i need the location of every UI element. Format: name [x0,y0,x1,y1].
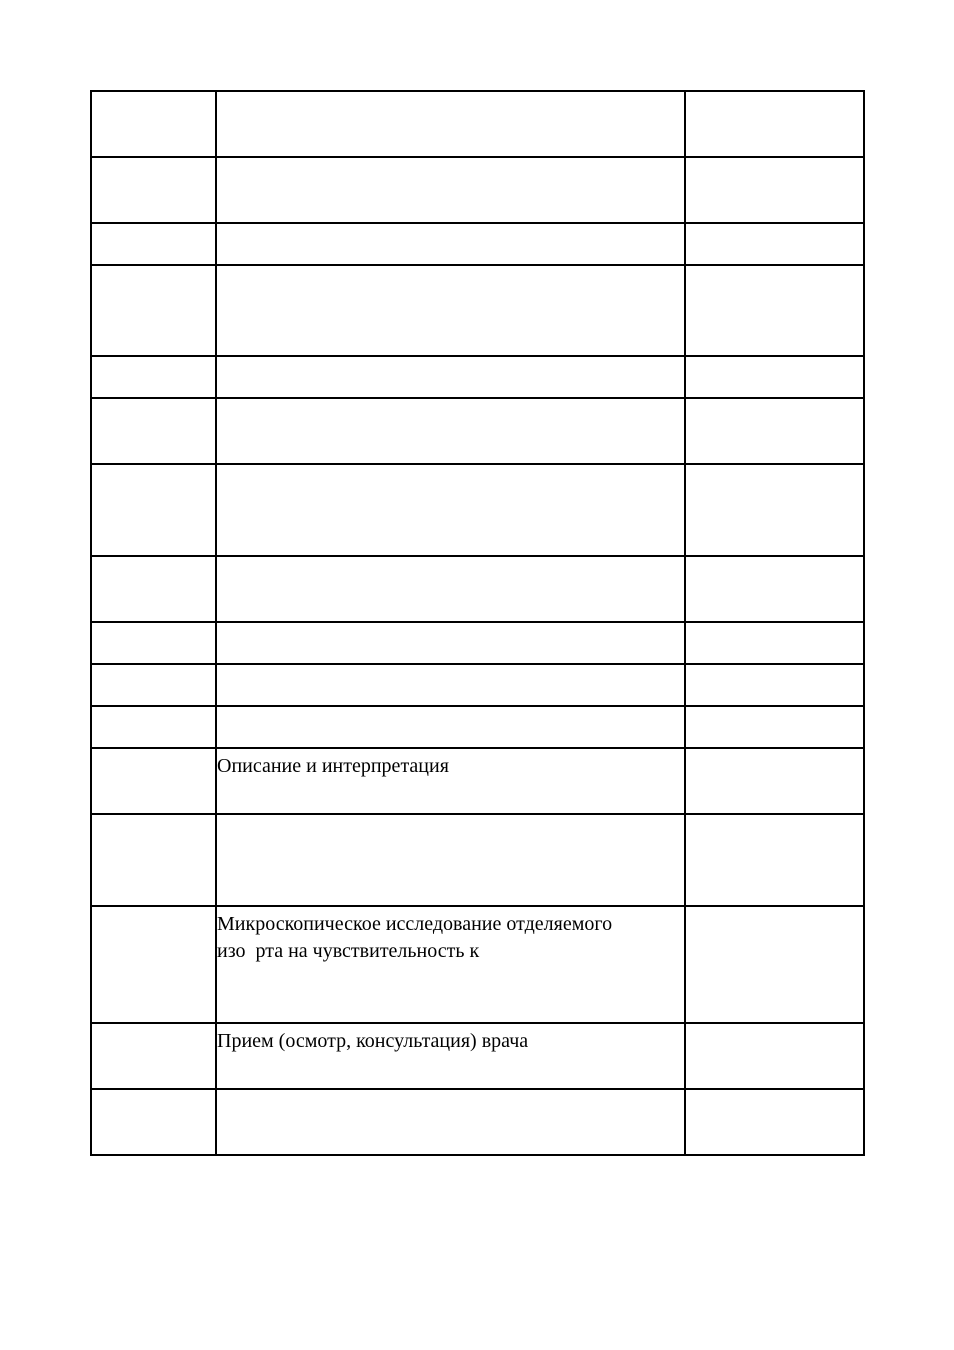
table-cell-service [216,814,685,906]
table-cell-code [91,265,216,356]
table-cell-service [216,398,685,464]
table-cell-code [91,906,216,1023]
services-table [90,90,865,1156]
table-cell-value [685,1089,864,1155]
table-cell-value [685,1023,864,1089]
table-cell-value [685,748,864,814]
table-cell-code [91,91,216,157]
table-cell-service [216,556,685,622]
table-cell-service: Прием (осмотр, консультация) врача [216,1023,685,1089]
table-row [91,622,864,664]
table-cell-value [685,91,864,157]
table-cell-code [91,1089,216,1155]
table-cell-code [91,622,216,664]
table-row [91,91,864,157]
table-row [91,748,864,814]
table-cell-value [685,464,864,556]
table-cell-code [91,157,216,223]
table-row [91,223,864,265]
table-cell-service [216,265,685,356]
table-cell-service [216,1089,685,1155]
table-cell-value [685,664,864,706]
table-cell-code [91,223,216,265]
table-cell-value [685,398,864,464]
table-row [91,398,864,464]
table-cell-service [216,664,685,706]
table-row [91,664,864,706]
table-cell-service [216,223,685,265]
table-cell-code [91,356,216,398]
table-cell-code [91,748,216,814]
table-cell-service: Микроскопическое исследование отделяемого изо рта на чувствительность к [216,906,685,1023]
table-cell-service [216,622,685,664]
table-cell-code [91,398,216,464]
table-cell-service [216,91,685,157]
table-cell-service: Описание и интерпретация [216,748,685,814]
table-row [91,265,864,356]
table-row [91,814,864,906]
table-cell-code [91,664,216,706]
table-cell-code [91,706,216,748]
table-cell-value [685,706,864,748]
table-cell-service [216,157,685,223]
table-cell-value [685,622,864,664]
table-row [91,706,864,748]
table-cell-service [216,356,685,398]
table-cell-code [91,556,216,622]
table-cell-value [685,814,864,906]
table-cell-value [685,265,864,356]
table-cell-service [216,706,685,748]
table-row [91,1023,864,1089]
table-cell-value [685,223,864,265]
table-row [91,464,864,556]
table-cell-code [91,1023,216,1089]
table-cell-code [91,814,216,906]
table-row [91,1089,864,1155]
table-row [91,906,864,1023]
table-cell-service [216,464,685,556]
table-cell-value [685,556,864,622]
table-cell-value [685,157,864,223]
table-cell-value [685,356,864,398]
table-row [91,556,864,622]
table-cell-value [685,906,864,1023]
table-cell-code [91,464,216,556]
table-row [91,157,864,223]
table-row [91,356,864,398]
